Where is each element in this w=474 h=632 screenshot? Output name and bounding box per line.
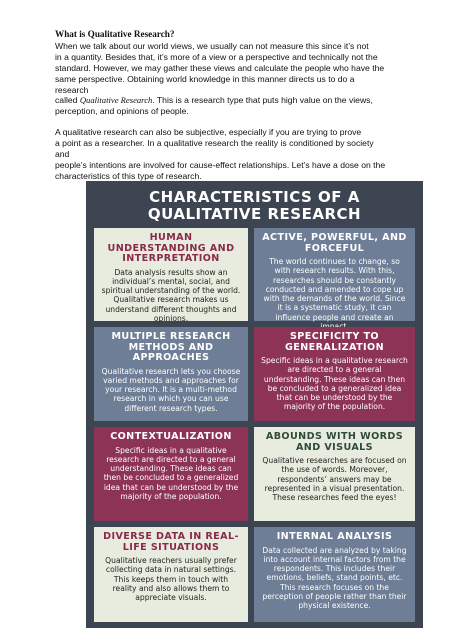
infographic-title xyxy=(86,189,423,223)
paragraph-fragment: called xyxy=(55,95,80,106)
card-heading: DIVERSE DATA IN REAL-LIFE SITUATIONS xyxy=(103,531,239,553)
infographic-title-line-1: CHARACTERISTICS OF A xyxy=(149,188,360,206)
card-heading: ABOUNDS WITH WORDS AND VISUALS xyxy=(265,431,404,453)
card-heading: ACTIVE, POWERFUL, AND FORCEFUL xyxy=(262,232,407,254)
paragraph-line xyxy=(55,95,435,106)
paragraph-line: people’s intentions are involved for cause-effect relationships. Let’s have a dose on the xyxy=(55,159,386,170)
card-body: Qualitative researches are focused on the use of words. Moreover, respondents’ answers may be represented in a visual presentation. These researches feed the eyes! xyxy=(262,456,407,503)
characteristics-infographic xyxy=(86,181,423,628)
section-title: What is Qualitative Research? xyxy=(55,29,175,39)
card-heading: INTERNAL ANALYSIS xyxy=(276,531,393,542)
card-human-understanding xyxy=(94,228,248,321)
paragraph-line: a point as a researcher. In a qualitative research the reality is conditioned by society xyxy=(55,138,374,149)
paragraph-line: characteristics of this type of research. xyxy=(55,170,202,181)
card-body: The world continues to change, so with research results. With this, researches should be constantly conducted and amended to cope up with the demands of the world. Since it is a systematic study, it can influence people and create an xyxy=(263,257,406,322)
paragraph-line: When we talk about our world views, we usually can not measure this since it’s not xyxy=(55,40,369,51)
paragraph-fragment: . This is a research type that puts high value on the views, xyxy=(152,95,373,106)
card-multiple-methods xyxy=(94,327,248,421)
card-heading: CONTEXTUALIZATION xyxy=(110,431,232,442)
infographic-title-line-2: QUALITATIVE RESEARCH xyxy=(147,205,362,223)
card-specificity-to-generalization xyxy=(254,327,415,421)
paragraph-line: research xyxy=(55,84,89,95)
paragraph-line: same perspective. Obtaining world knowledge in this manner directs us to do a xyxy=(55,73,355,84)
paragraph-line: and xyxy=(55,149,70,160)
card-body: Qualitative reachers usually prefer collecting data in natural settings. This keeps them in touch with reality and also allows them to appreciate visuals. xyxy=(105,556,237,603)
card-body: Specific ideas in a qualitative research are directed to a general understanding. These ideas can then be concluded to a generalized idea that can be understood by the majority of the population. xyxy=(261,356,408,412)
card-internal-analysis xyxy=(254,527,415,622)
paragraph-line: perception, and opinions of people. xyxy=(55,106,189,117)
paragraph-2 xyxy=(55,127,435,182)
card-body: Data analysis results show an individual’s mental, social, and spiritual understanding of the world. Qualitative research makes us understand different thoughts and opinions. xyxy=(101,267,241,323)
card-words-and-visuals xyxy=(254,427,415,521)
qualitative-research-term: Qualitative Research xyxy=(79,95,153,106)
card-diverse-data xyxy=(94,527,248,622)
card-heading: HUMAN UNDERSTANDING AND INTERPRETATION xyxy=(107,232,235,264)
paragraph-1 xyxy=(55,41,435,117)
card-body: Data collected are analyzed by taking into account internal factors from the respondents. This includes their emotions, beliefs, stand points, etc. This research focuses on the perception of people rather than their physical existence. xyxy=(262,545,407,611)
paragraph-line: standard. However, we may gather these views and calculate the people who have the xyxy=(55,62,385,73)
intro-text xyxy=(55,29,435,182)
card-body: Specific ideas in a qualitative research are directed to a general understanding. These ideas can then be concluded to a generalized idea that can be understood by the majority of the population. xyxy=(103,445,239,501)
card-body: Qualitative research lets you choose varied methods and approaches for your research. It is a multi-method research in which you can use different research types. xyxy=(101,366,241,413)
paragraph-line: in a quantity. Besides that, it’s more of a view or a perspective and technically not the xyxy=(55,51,378,62)
paragraph-line: A qualitative research can also be subjective, especially if you are trying to prove xyxy=(55,127,362,138)
card-contextualization xyxy=(94,427,248,521)
card-active-powerful xyxy=(254,228,415,321)
card-heading: MULTIPLE RESEARCH METHODS AND APPROACHES xyxy=(111,331,231,363)
card-heading: SPECIFICITY TO GENERALIZATION xyxy=(284,331,385,353)
